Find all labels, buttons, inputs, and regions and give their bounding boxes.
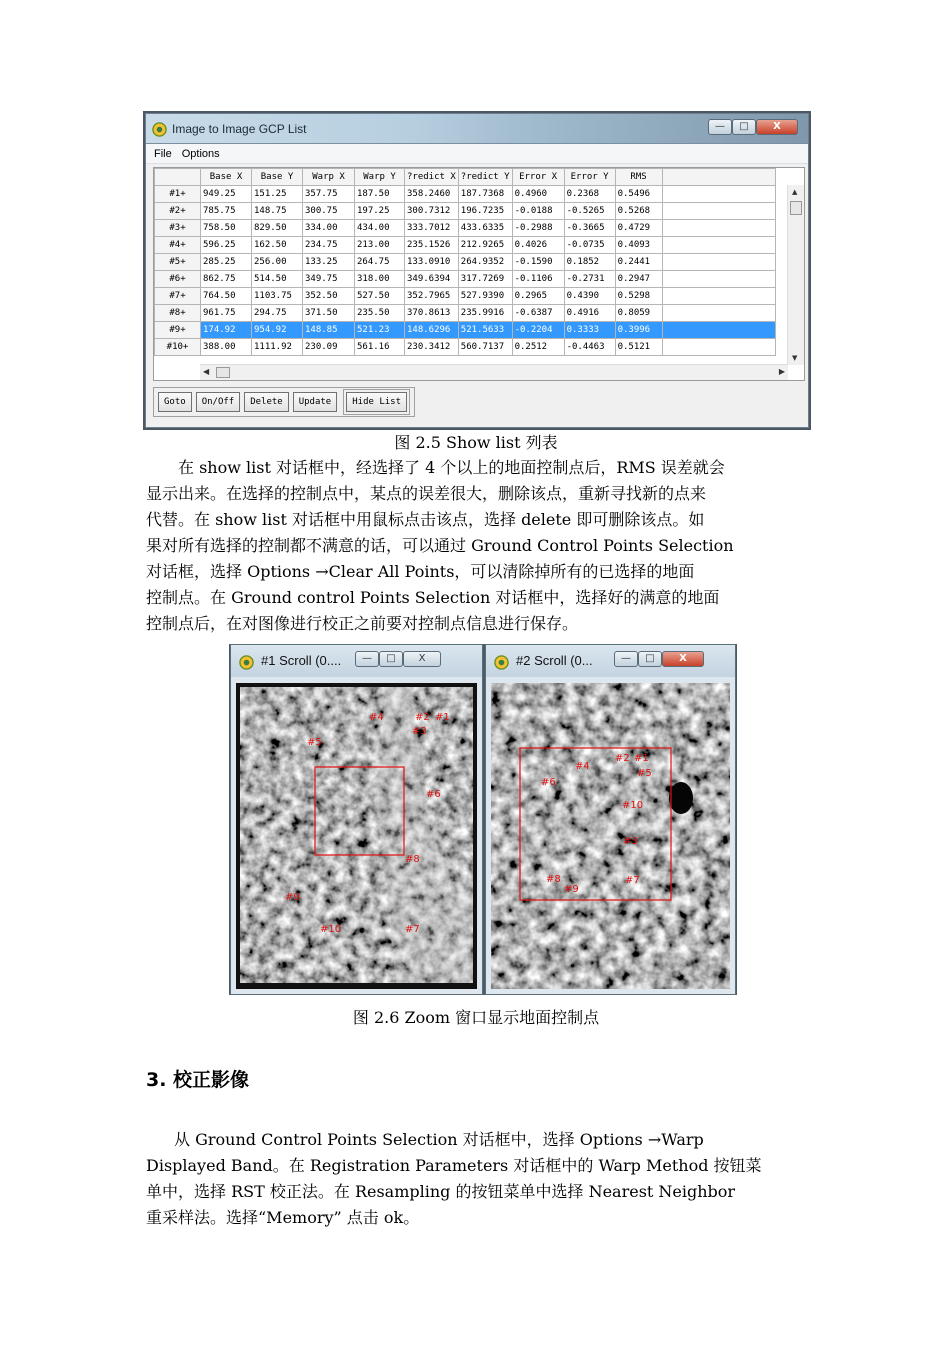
table-cell[interactable]: 388.00	[201, 339, 252, 356]
minimize-button[interactable]: —	[355, 651, 379, 667]
table-cell[interactable]: 764.50	[201, 288, 252, 305]
gcp-marker-label[interactable]: #6	[426, 789, 441, 800]
close-button[interactable]: X	[662, 651, 704, 667]
paragraph-line: 代替。在 show list 对话框中用鼠标点击该点，选择 delete 即可删除该点。如	[146, 510, 705, 529]
table-cell-empty	[662, 220, 775, 237]
table-cell[interactable]: 174.92	[201, 322, 252, 339]
gcp-window-title: Image to Image GCP List	[172, 122, 307, 136]
table-cell[interactable]: -0.3665	[564, 220, 615, 237]
table-cell[interactable]: 352.50	[303, 288, 355, 305]
table-cell[interactable]: 862.75	[201, 271, 252, 288]
menu-file[interactable]: File	[154, 147, 172, 160]
table-cell[interactable]: 758.50	[201, 220, 252, 237]
table-cell[interactable]: 349.75	[303, 271, 355, 288]
table-cell[interactable]: 213.00	[355, 237, 405, 254]
maximize-button[interactable]: □	[379, 651, 403, 667]
table-cell[interactable]: 0.2368	[564, 186, 615, 203]
paragraph-line: 单中，选择 RST 校正法。在 Resampling 的按钮菜单中选择 Nearest Neighbor	[146, 1182, 736, 1201]
table-cell[interactable]: 527.9390	[458, 288, 512, 305]
table-cell[interactable]: -0.4463	[564, 339, 615, 356]
col-error-x[interactable]: Error X	[512, 169, 564, 186]
table-cell[interactable]: 433.6335	[458, 220, 512, 237]
table-row[interactable]	[155, 254, 776, 271]
table-cell[interactable]: 0.4390	[564, 288, 615, 305]
scroll-right-arrow-icon[interactable]: ▶	[778, 367, 785, 376]
table-cell[interactable]: 196.7235	[458, 203, 512, 220]
table-cell[interactable]: -0.5265	[564, 203, 615, 220]
table-cell[interactable]: 0.3996	[615, 322, 662, 339]
gcp-marker-label[interactable]: #7	[625, 875, 640, 886]
table-cell[interactable]: 148.6296	[405, 322, 459, 339]
table-cell[interactable]: 596.25	[201, 237, 252, 254]
scroll-windows-figure	[229, 644, 737, 995]
table-header-row	[155, 169, 776, 186]
table-row[interactable]	[155, 271, 776, 288]
table-cell[interactable]: 0.2965	[512, 288, 564, 305]
table-cell-empty	[662, 271, 775, 288]
horizontal-scrollbar[interactable]	[200, 364, 788, 380]
table-cell[interactable]: 212.9265	[458, 237, 512, 254]
table-cell[interactable]: 317.7269	[458, 271, 512, 288]
table-cell[interactable]: 235.9916	[458, 305, 512, 322]
table-cell[interactable]: 0.5121	[615, 339, 662, 356]
table-cell[interactable]: 371.50	[303, 305, 355, 322]
figure-caption-2-5: 图 2.5 Show list 列表	[394, 433, 558, 452]
gcp-title-bar	[146, 114, 808, 144]
table-cell[interactable]: 0.4916	[564, 305, 615, 322]
table-cell[interactable]: 349.6394	[405, 271, 459, 288]
gcp-marker-label[interactable]: #2	[415, 712, 430, 723]
col-base-y[interactable]: Base Y	[252, 169, 303, 186]
col-predict-y[interactable]: ?redict Y	[458, 169, 512, 186]
row-header-corner	[155, 169, 201, 186]
gcp-table	[154, 168, 776, 356]
envi-app-icon	[494, 655, 509, 670]
table-cell-empty	[662, 237, 775, 254]
table-row[interactable]	[155, 305, 776, 322]
gcp-marker-label[interactable]: #10	[622, 800, 644, 811]
table-cell[interactable]: 0.4729	[615, 220, 662, 237]
table-cell[interactable]: 561.16	[355, 339, 405, 356]
table-cell[interactable]: 1103.75	[252, 288, 303, 305]
table-row[interactable]	[155, 288, 776, 305]
paragraph-correction	[146, 1127, 810, 1231]
gcp-button-bar	[153, 387, 415, 417]
col-base-x[interactable]: Base X	[201, 169, 252, 186]
table-cell[interactable]: 264.9352	[458, 254, 512, 271]
table-cell[interactable]: 785.75	[201, 203, 252, 220]
table-cell[interactable]: 527.50	[355, 288, 405, 305]
gcp-marker-label[interactable]: #9	[285, 892, 300, 903]
table-cell[interactable]: -0.1106	[512, 271, 564, 288]
row-id[interactable]: #2+	[155, 203, 201, 220]
row-id[interactable]: #10+	[155, 339, 201, 356]
table-cell[interactable]: -0.6387	[512, 305, 564, 322]
menu-options[interactable]: Options	[181, 147, 220, 160]
col-predict-x[interactable]: ?redict X	[405, 169, 459, 186]
gcp-marker-label[interactable]: #10	[320, 924, 342, 935]
table-cell[interactable]: 0.5268	[615, 203, 662, 220]
table-cell[interactable]: 235.1526	[405, 237, 459, 254]
table-cell[interactable]: 949.25	[201, 186, 252, 203]
table-cell[interactable]: 521.23	[355, 322, 405, 339]
row-id[interactable]: #7+	[155, 288, 201, 305]
table-cell[interactable]: 0.8059	[615, 305, 662, 322]
table-cell[interactable]: 0.2512	[512, 339, 564, 356]
paragraph-show-list	[146, 455, 810, 637]
gcp-marker-label[interactable]: #1	[634, 753, 649, 764]
maximize-button[interactable]: □	[732, 119, 756, 135]
table-cell[interactable]: 333.7012	[405, 220, 459, 237]
table-cell[interactable]: 560.7137	[458, 339, 512, 356]
table-cell-empty	[662, 288, 775, 305]
table-cell[interactable]: 133.0910	[405, 254, 459, 271]
table-cell[interactable]: 1111.92	[252, 339, 303, 356]
window-controls	[355, 651, 441, 667]
table-cell[interactable]: 285.25	[201, 254, 252, 271]
table-cell[interactable]: 256.00	[252, 254, 303, 271]
table-cell[interactable]: 0.4093	[615, 237, 662, 254]
table-cell[interactable]: 300.75	[303, 203, 355, 220]
col-empty	[662, 169, 775, 186]
scroll-window-2-title-bar	[486, 645, 735, 677]
table-cell-empty	[662, 203, 775, 220]
section-heading: 3. 校正影像	[146, 1069, 250, 1091]
paragraph-line: 控制点后，在对图像进行校正之前要对控制点信息进行保存。	[146, 614, 579, 633]
on-off-button[interactable]: On/Off	[196, 392, 241, 412]
row-id[interactable]: #3+	[155, 220, 201, 237]
row-id[interactable]: #8+	[155, 305, 201, 322]
paragraph-line: 果对所有选择的控制都不满意的话，可以通过 Ground Control Points Selection	[146, 536, 734, 555]
table-cell[interactable]: 300.7312	[405, 203, 459, 220]
table-cell[interactable]: 151.25	[252, 186, 303, 203]
table-cell[interactable]: 0.5298	[615, 288, 662, 305]
table-cell[interactable]: 0.2947	[615, 271, 662, 288]
table-cell[interactable]: 264.75	[355, 254, 405, 271]
gcp-marker-label[interactable]: #3	[412, 726, 427, 737]
row-id[interactable]: #5+	[155, 254, 201, 271]
satellite-image-1[interactable]	[236, 683, 477, 989]
gcp-list-window	[145, 113, 809, 428]
horizontal-scroll-thumb[interactable]	[216, 367, 230, 378]
table-cell[interactable]: -0.2204	[512, 322, 564, 339]
table-cell[interactable]: 0.2441	[615, 254, 662, 271]
table-cell[interactable]: 197.25	[355, 203, 405, 220]
col-warp-y[interactable]: Warp Y	[355, 169, 405, 186]
table-cell[interactable]: -0.0735	[564, 237, 615, 254]
table-cell[interactable]: 148.85	[303, 322, 355, 339]
col-rms[interactable]: RMS	[615, 169, 662, 186]
row-id[interactable]: #1+	[155, 186, 201, 203]
row-id[interactable]: #6+	[155, 271, 201, 288]
table-row[interactable]	[155, 220, 776, 237]
table-cell[interactable]: 148.75	[252, 203, 303, 220]
satellite-image-2[interactable]	[491, 683, 730, 989]
table-row[interactable]	[155, 203, 776, 220]
figure-caption-2-6: 图 2.6 Zoom 窗口显示地面控制点	[352, 1008, 600, 1027]
table-cell[interactable]: -0.2731	[564, 271, 615, 288]
table-cell[interactable]: 0.4960	[512, 186, 564, 203]
col-error-y[interactable]: Error Y	[564, 169, 615, 186]
paragraph-line: 从 Ground Control Points Selection 对话框中，选择 Options →Warp	[174, 1130, 704, 1149]
gcp-marker-label[interactable]: #4	[575, 761, 590, 772]
scroll-down-arrow-icon[interactable]: ▼	[792, 354, 798, 362]
gcp-marker-label[interactable]: #7	[405, 924, 420, 935]
scroll-window-2	[485, 644, 736, 995]
table-cell-empty	[662, 322, 775, 339]
gcp-marker-label[interactable]: #8	[405, 854, 420, 865]
table-cell[interactable]: -0.2988	[512, 220, 564, 237]
envi-app-icon	[152, 122, 167, 137]
scroll-window-2-title: #2 Scroll (0...	[516, 653, 593, 668]
hide-list-button[interactable]: Hide List	[346, 392, 407, 412]
table-cell[interactable]: 352.7965	[405, 288, 459, 305]
vertical-scroll-thumb[interactable]	[790, 201, 802, 215]
table-cell[interactable]: 187.7368	[458, 186, 512, 203]
table-cell[interactable]: 521.5633	[458, 322, 512, 339]
window-controls	[614, 651, 704, 667]
gcp-marker-label[interactable]: #4	[369, 712, 384, 723]
goto-button[interactable]: Goto	[158, 392, 192, 412]
gcp-marker-label[interactable]: #1	[435, 712, 450, 723]
table-row[interactable]	[155, 339, 776, 356]
gcp-table-container	[153, 167, 805, 381]
gcp-marker-label[interactable]: #6	[541, 777, 556, 788]
scroll-window-1-title: #1 Scroll (0....	[261, 653, 342, 668]
table-cell[interactable]: 162.50	[252, 237, 303, 254]
gcp-menubar	[146, 144, 808, 164]
delete-button[interactable]: Delete	[244, 392, 289, 412]
table-cell[interactable]: 334.00	[303, 220, 355, 237]
scroll-window-1-title-bar	[231, 645, 482, 677]
table-cell[interactable]: 234.75	[303, 237, 355, 254]
table-cell-empty	[662, 339, 775, 356]
table-cell[interactable]: 318.00	[355, 271, 405, 288]
paragraph-line: 重采样法。选择“Memory” 点击 ok。	[146, 1208, 420, 1227]
row-id[interactable]: #9+	[155, 322, 201, 339]
table-cell[interactable]: 0.1852	[564, 254, 615, 271]
table-cell[interactable]: 829.50	[252, 220, 303, 237]
table-cell[interactable]: 294.75	[252, 305, 303, 322]
gcp-marker-label[interactable]: #5	[307, 737, 322, 748]
table-cell[interactable]: 230.09	[303, 339, 355, 356]
table-cell-empty	[662, 305, 775, 322]
paragraph-line: Displayed Band。在 Registration Parameters 对话框中的 Warp Method 按钮菜	[146, 1156, 762, 1175]
row-id[interactable]: #4+	[155, 237, 201, 254]
scroll-window-1	[230, 644, 483, 995]
table-row[interactable]	[155, 186, 776, 203]
paragraph-line: 对话框，选择 Options →Clear All Points，可以清除掉所有的已选择的地面	[146, 562, 695, 581]
table-cell[interactable]: 370.8613	[405, 305, 459, 322]
table-cell[interactable]: 235.50	[355, 305, 405, 322]
table-cell[interactable]: 434.00	[355, 220, 405, 237]
table-cell[interactable]: 187.50	[355, 186, 405, 203]
vertical-scrollbar[interactable]	[787, 185, 804, 365]
paragraph-line: 控制点。在 Ground control Points Selection 对话框中，选择好的满意的地面	[146, 588, 720, 607]
minimize-button[interactable]: —	[614, 651, 638, 667]
table-cell[interactable]: -0.1590	[512, 254, 564, 271]
table-cell-empty	[662, 254, 775, 271]
maximize-button[interactable]: □	[638, 651, 662, 667]
table-cell[interactable]: 0.5496	[615, 186, 662, 203]
table-cell[interactable]: 514.50	[252, 271, 303, 288]
update-button[interactable]: Update	[293, 392, 338, 412]
table-row[interactable]	[155, 237, 776, 254]
gcp-marker-label[interactable]: #3	[623, 836, 638, 847]
scroll-left-arrow-icon[interactable]: ◀	[203, 367, 210, 376]
table-cell[interactable]: 133.25	[303, 254, 355, 271]
paragraph-line: 显示出来。在选择的控制点中，某点的误差很大，删除该点，重新寻找新的点来	[146, 484, 707, 503]
gcp-marker-label[interactable]: #2	[615, 753, 630, 764]
table-cell[interactable]: 954.92	[252, 322, 303, 339]
table-cell[interactable]: 357.75	[303, 186, 355, 203]
paragraph-line: 在 show list 对话框中，经选择了 4 个以上的地面控制点后，RMS 误差就会	[178, 458, 725, 477]
table-row[interactable]	[155, 322, 776, 339]
table-cell[interactable]: 358.2460	[405, 186, 459, 203]
close-button[interactable]: X	[403, 651, 441, 667]
window-controls	[708, 119, 798, 135]
close-button[interactable]: X	[756, 119, 798, 135]
col-warp-x[interactable]: Warp X	[303, 169, 355, 186]
table-cell[interactable]: 0.4026	[512, 237, 564, 254]
gcp-marker-label[interactable]: #9	[564, 884, 579, 895]
envi-app-icon	[239, 655, 254, 670]
table-cell-empty	[662, 186, 775, 203]
scroll-up-arrow-icon[interactable]: ▲	[792, 188, 798, 196]
gcp-marker-label[interactable]: #8	[546, 874, 561, 885]
minimize-button[interactable]: —	[708, 119, 732, 135]
table-cell[interactable]: -0.0188	[512, 203, 564, 220]
gcp-marker-label[interactable]: #5	[637, 768, 652, 779]
table-cell[interactable]: 0.3333	[564, 322, 615, 339]
table-cell[interactable]: 230.3412	[405, 339, 459, 356]
table-cell[interactable]: 961.75	[201, 305, 252, 322]
